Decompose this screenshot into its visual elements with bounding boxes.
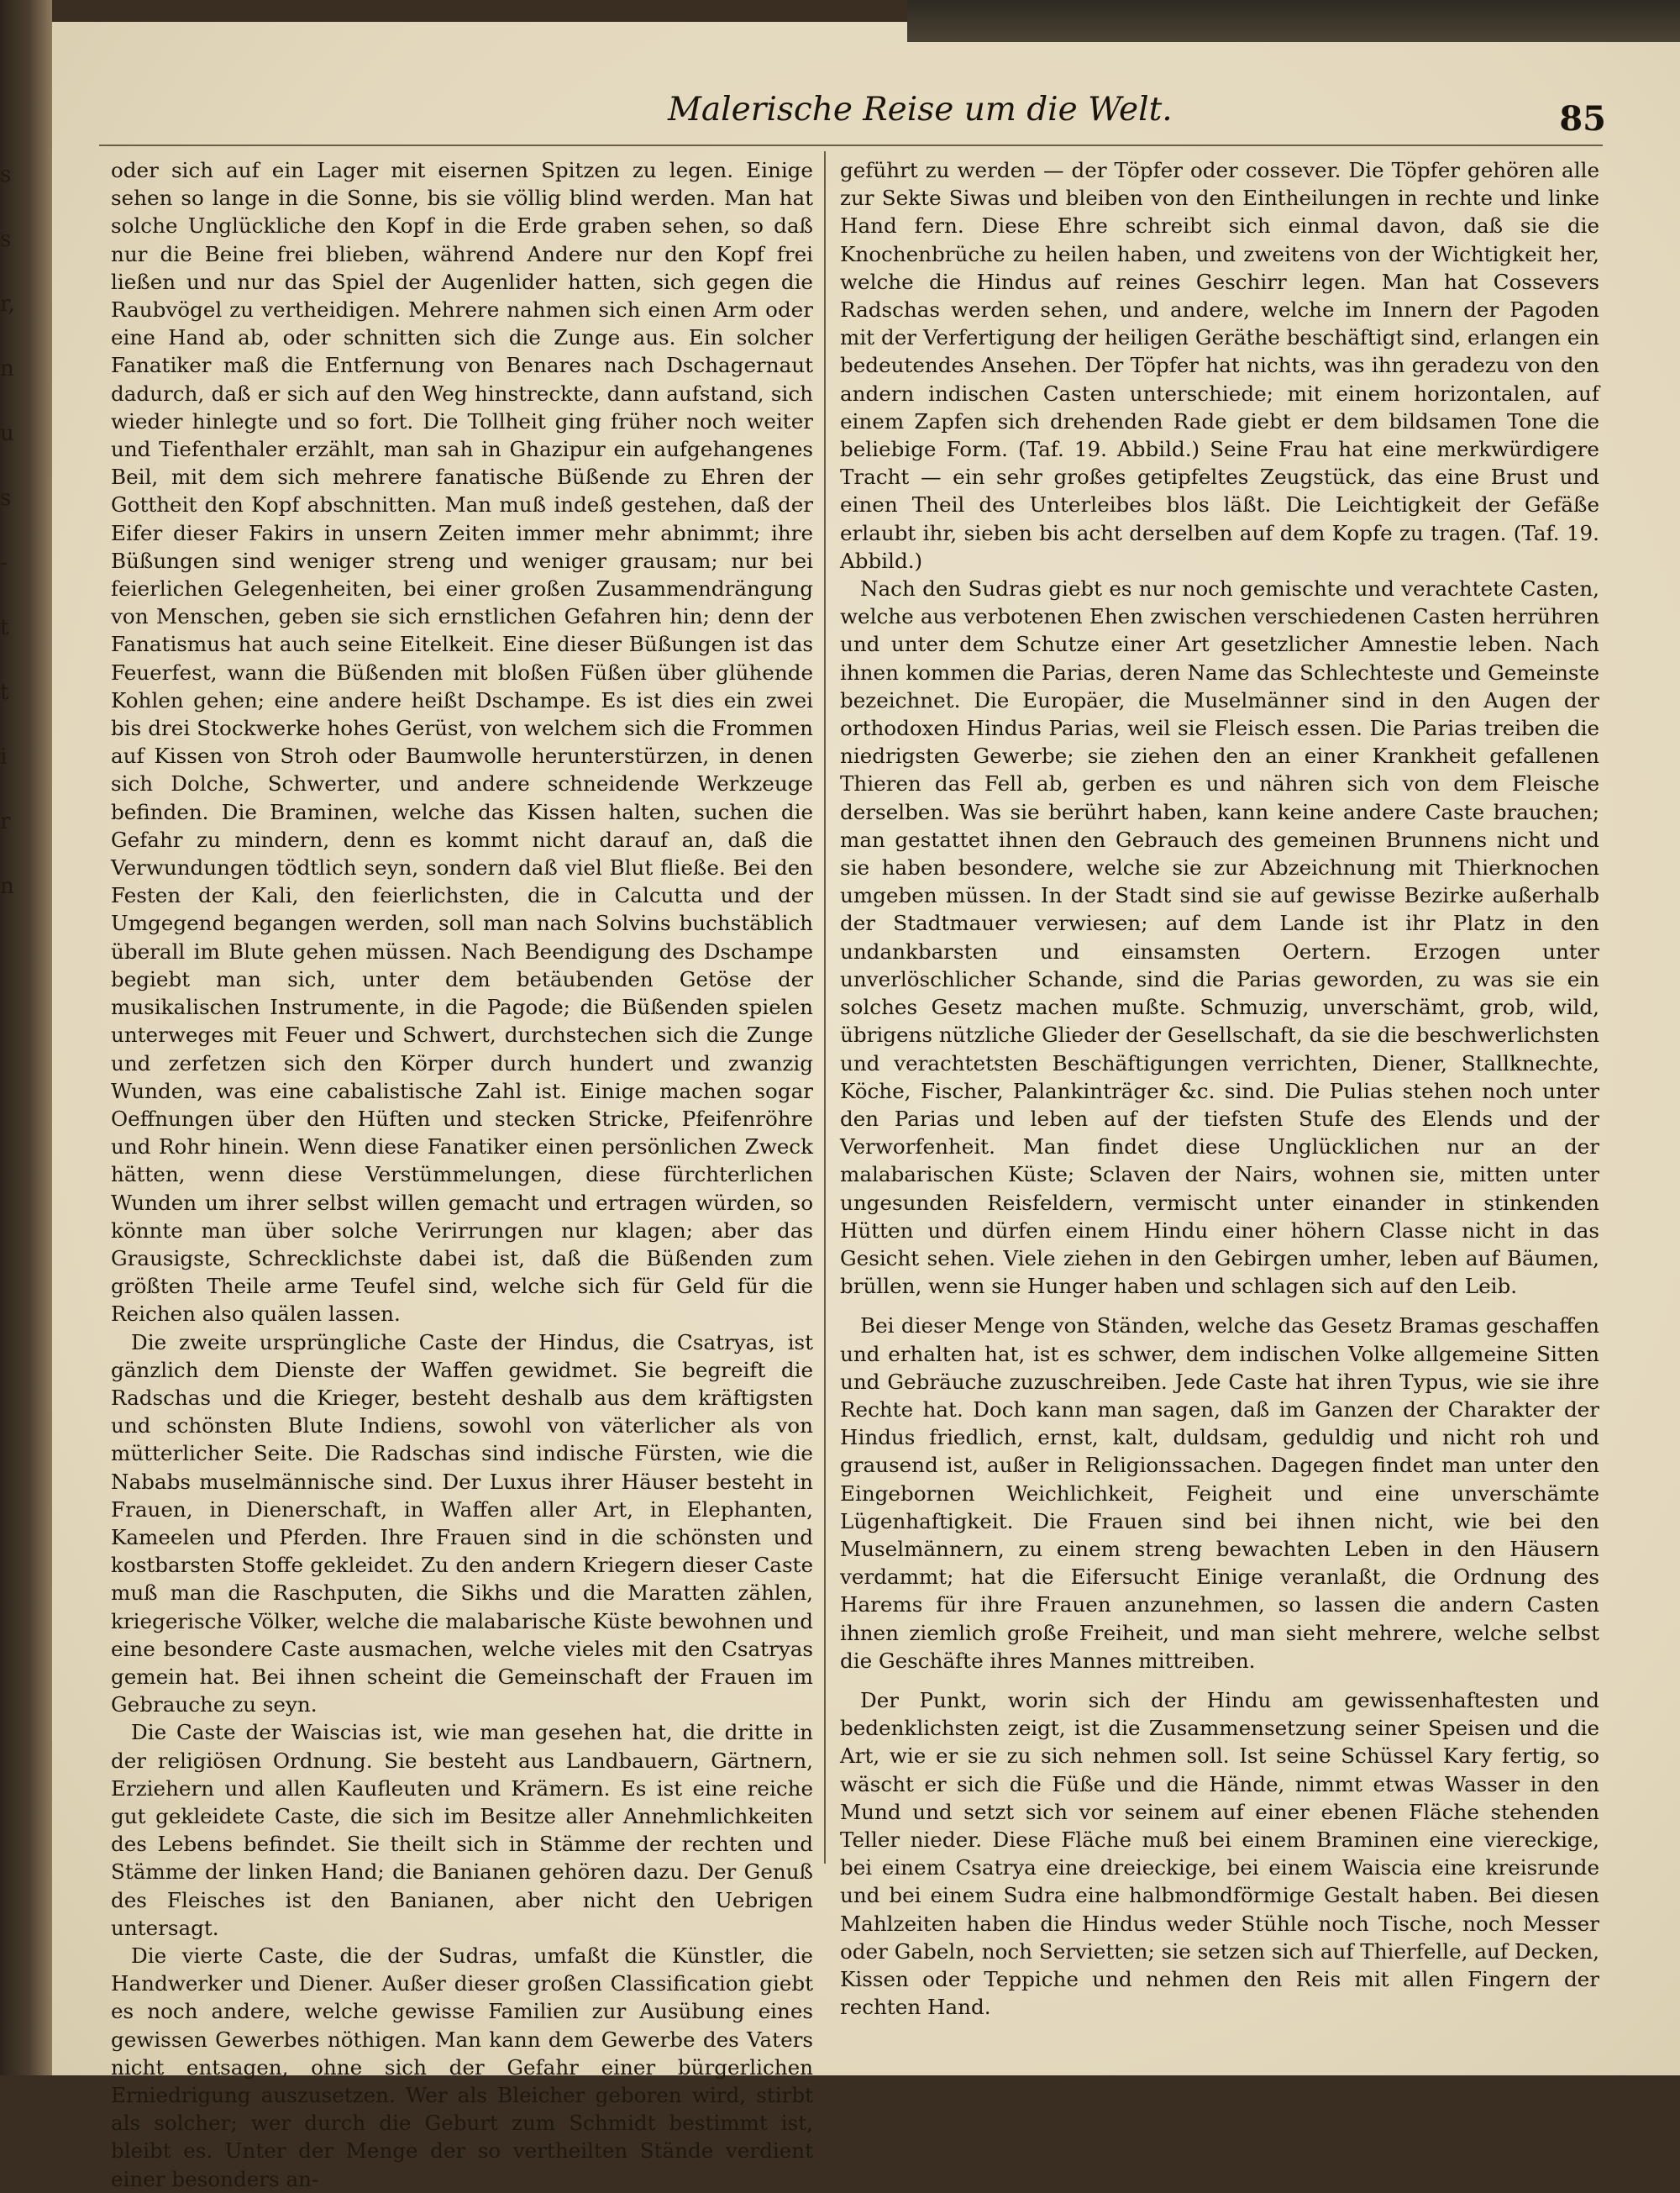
column-divider bbox=[824, 151, 826, 1864]
scan-background-top bbox=[907, 0, 1680, 42]
left-column bbox=[111, 156, 813, 2193]
header-rule bbox=[99, 145, 1603, 146]
paragraph: Die Caste der Waiscias ist, wie man gesehen hat, die dritte in der religiösen Ordnung. Sie besteht aus Landbauern, Gärtnern, Erziehern und allen Kaufleuten und Krämern. Es ist eine reiche gut gekleidete Caste, die sich im Besitze aller Annehmlichkeiten des Lebens befindet. Sie theilt sich in Stämme der rechten und Stämme der linken Hand; die Banianen gehören dazu. Der Genuß des Fleisches ist den Banianen, aber nicht den Uebrigen untersagt. bbox=[111, 1720, 813, 1940]
fragment-line: s bbox=[0, 162, 12, 187]
fragment-line: i bbox=[0, 744, 8, 770]
fragment-line: s bbox=[0, 227, 12, 252]
paragraph: Die zweite ursprüngliche Caste der Hindus, die Csatryas, ist gänzlich dem Dienste der Waffen gewidmet. Sie begreift die Radschas und die Krieger, besteht deshalb aus dem kräftigsten und schönsten Blute Indiens, sowohl von väterlicher als von mütterlicher Seite. Die Radschas sind indische Fürsten, wie die Nababs muselmännische sind. Der Luxus ihrer Häuser besteht in Frauen, in Dienerschaft, in Waffen aller Art, in Elephanten, Kameelen und Pferden. Ihre Frauen sind in die schönsten und kostbarsten Stoffe gekleidet. Zu den andern Kriegern dieser Caste muß man die Raschputen, die Sikhs und die Maratten zählen, kriegerische Völker, welche die malabarische Küste bewohnen und eine besondere Caste ausmachen, welche vieles mit den Csatryas gemein hat. Bei ihnen scheint die Gemeinschaft der Frauen im Gebrauche zu seyn. bbox=[111, 1329, 813, 1717]
fragment-line: n bbox=[0, 874, 14, 899]
fragment-line: - bbox=[0, 550, 8, 576]
scan-background-left bbox=[0, 0, 52, 2075]
paragraph: Bei dieser Menge von Ständen, welche das Gesetz Bramas geschaffen und erhalten hat, ist es schwer, dem indischen Volke allgemeine Sitten und Gebräuche zuzuschreiben. Jede Caste hat ihren Typus, wie sie ihre Rechte hat. Doch kann man sagen, daß im Ganzen der Charakter der Hindus friedlich, ernst, kalt, duldsam, geduldig und nicht roh und grausend ist, außer in Religionssachen. Dagegen findet man unter den Eingebornen Weichlichkeit, Feigheit und eine unverschämte Lügenhaftigkeit. Die Frauen sind bei ihnen nicht, wie bei den Muselmännern, zu einem streng bewachten Leben in den Häusern verdammt; hat die Eifersucht Einige veranlaßt, die Ordnung des Harems für ihre Frauen anzunehmen, so lassen die andern Casten ihnen ziemlich große Freiheit, und man sieht mehrere, welche selbst die Geschäfte ihres Mannes mittreiben. bbox=[840, 1313, 1599, 1673]
page-number: 85 bbox=[1559, 99, 1606, 139]
facing-page-fragment bbox=[0, 143, 25, 919]
paragraph: Der Punkt, worin sich der Hindu am gewissenhaftesten und bedenklichsten zeigt, ist die Zusammensetzung seiner Speisen und die Art, wie er sie zu sich nehmen soll. Ist seine Schüssel Kary fertig, so wäscht er sich die Füße und die Hände, nimmt etwas Wasser in den Mund und setzt sich vor seinem auf einer ebenen Fläche stehenden Teller nieder. Diese Fläche muß bei einem Braminen eine viereckige, bei einem Csatrya eine dreieckige, bei einem Waiscia eine kreisrunde und bei einem Sudra eine halbmondförmige Gestalt haben. Bei diesen Mahlzeiten haben die Hindus weder Stühle noch Tische, noch Messer oder Gabeln, noch Servietten; sie setzen sich auf Thierfelle, auf Decken, Kissen oder Teppiche und nehmen den Reis mit allen Fingern der rechten Hand. bbox=[840, 1687, 1599, 2020]
paragraph: Nach den Sudras giebt es nur noch gemischte und verachtete Casten, welche aus verbotenen Ehen zwischen verschiedenen Casten herrühren und unter dem Schutze einer Art gesetzlicher Amnestie leben. Nach ihnen kommen die Parias, deren Name das Schlechteste und Gemeinste bezeichnet. Die Europäer, die Muselmänner sind in den Augen der orthodoxen Hindus Parias, weil sie Fleisch essen. Die Parias treiben die niedrigsten Gewerbe; sie ziehen den an einer Krankheit gefallenen Thieren das Fell ab, gerben es und nähren sich von dem Fleische derselben. Was sie berührt haben, kann keine andere Caste brauchen; man gestattet ihnen den Gebrauch des gemeinen Brunnens nicht und sie haben besondere, welche sie zur Abzeichnung mit Thierknochen umgeben müssen. In der Stadt sind sie auf gewisse Bezirke außerhalb der Stadtmauer verwiesen; auf dem Lande ist ihr Platz in den undankbarsten und einsamsten Oertern. Erzogen unter unverlöschlicher Schande, sind die Parias geworden, zu was sie ein solches Gesetz machen mußte. Schmuzig, unverschämt, grob, wild, übrigens nützliche Glieder der Gesellschaft, da sie die beschwerlichsten und verachtetsten Beschäftigungen verrichten, Diener, Stallknechte, Köche, Fischer, Palankinträger &c. sind. Die Pulias stehen noch unter den Parias und leben auf der tiefsten Stufe des Elends und der Verworfenheit. Man findet diese Unglücklichen nur an der malabarischen Küste; Sclaven der Nairs, wohnen sie, mitten unter ungesunden Reisfeldern, vermischt unter einander in stinkenden Hütten und dürfen einem Hindu einer höhern Classe nicht in das Gesicht sehen. Viele ziehen in den Gebirgen umher, leben auf Bäumen, brüllen, wenn sie Hunger haben und schlagen sich auf den Leib. bbox=[840, 576, 1599, 1299]
paragraph: geführt zu werden — der Töpfer oder cossever. Die Töpfer gehören alle zur Sekte Siwas und bleiben von den Eintheilungen in rechte und linke Hand fern. Diese Ehre schreibt sich einmal davon, daß sie die Knochenbrüche zu heilen haben, und zweitens von der Wichtigkeit her, welche die Hindus auf reines Geschirr legen. Man hat Cossevers Radschas werden sehen, und andere, welche im Innern der Pagoden mit der Verfertigung der heiligen Geräthe beschäftigt sind, erlangen ein bedeutendes Ansehen. Der Töpfer hat nichts, was ihn geradezu von den andern indischen Casten unterschiede; mit einem horizontalen, auf einem Zapfen sich drehenden Rade giebt er dem bildsamen Tone die beliebige Form. (Taf. 19. Abbild.) Seine Frau hat eine merkwürdigere Tracht — ein sehr großes getipfeltes Zeugstück, das eine Brust und einen Theil des Unterleibes blos läßt. Die Leichtigkeit der Gefäße erlaubt ihr, sieben bis acht derselben auf dem Kopfe zu tragen. (Taf. 19. Abbild.) bbox=[840, 158, 1599, 573]
paragraph: oder sich auf ein Lager mit eisernen Spitzen zu legen. Einige sehen so lange in die Sonne, bis sie völlig blind werden. Man hat solche Unglückliche den Kopf in die Erde graben sehen, so daß nur die Beine frei blieben, während Andere nur den Kopf frei ließen und nur das Spiel der Augenlider hatten, sich gegen die Raubvögel zu vertheidigen. Mehrere nahmen sich einen Arm oder eine Hand ab, oder schnitten sich die Zunge aus. Ein solcher Fanatiker maß die Entfernung von Benares nach Dschagernaut dadurch, daß er sich auf den Weg hinstreckte, dann aufstand, sich wieder hinlegte und so fort. Die Tollheit ging früher noch weiter und Tiefenthaler erzählt, man sah in Ghazipur ein aufgehangenes Beil, mit dem sich mehrere fanatische Büßende zu Ehren der Gottheit den Kopf abschnitten. Man muß indeß gestehen, daß der Eifer dieser Fakirs in unsern Zeiten immer mehr abnimmt; ihre Büßungen sind weniger streng und weniger grausam; nur bei feierlichen Gelegenheiten, bei einer großen Zusammendrängung von Menschen, geben sie sich ernstlichen Gefahren hin; denn der Fanatismus hat auch seine Eitelkeit. Eine dieser Büßungen ist das Feuerfest, wann die Büßenden mit bloßen Füßen über glühende Kohlen gehen; eine andere heißt Dschampe. Es ist dies ein zwei bis drei Stockwerke hohes Gerüst, von welchem sich die Frommen auf Kissen von Stroh oder Baumwolle herunterstürzen, in denen sich Dolche, Schwerter, und andere schneidende Werkzeuge befinden. Die Braminen, welche das Kissen halten, suchen die Gefahr zu mindern, denn es kommt nicht darauf an, daß die Verwundungen tödtlich seyn, sondern daß viel Blut fließe. Bei den Festen der Kali, den feierlichsten, die in Calcutta und der Umgegend begangen werden, soll man nach Solvins buchstäblich überall im Blute gehen müssen. Nach Beendigung des Dschampe begiebt man sich, unter dem betäubenden Getöse der musikalischen Instrumente, in die Pagode; die Büßenden spielen unterweges mit Feuer und Schwert, durchstechen sich die Zunge und zerfetzen sich den Körper durch hundert und zwanzig Wunden, was eine cabalistische Zahl ist. Einige machen sogar Oeffnungen über den Hüften und stecken Stricke, Pfeifenröhre und Rohr hinein. Wenn diese Fanatiker einen persönlichen Zweck hätten, wenn diese Verstümmelungen, diese fürchterlichen Wunden um ihrer selbst willen gemacht und ertragen würden, so könnte man über solche Verirrungen nur klagen; aber das Grausigste, Schrecklichste dabei ist, daß die Büßenden zum größten Theile arme Teufel sind, welche sich für Geld für die Reichen also quälen lassen. bbox=[111, 158, 813, 1327]
fragment-line: s bbox=[0, 486, 12, 511]
fragment-line: u bbox=[0, 421, 14, 446]
fragment-line: r, bbox=[0, 292, 15, 317]
fragment-line: t bbox=[0, 680, 9, 705]
running-title: Malerische Reise um die Welt. bbox=[668, 91, 1173, 129]
fragment-line: r bbox=[0, 809, 11, 834]
fragment-line: t bbox=[0, 615, 9, 640]
paragraph: Die vierte Caste, die der Sudras, umfaßt die Künstler, die Handwerker und Diener. Außer dieser großen Classification giebt es noch andere, welche gewisse Familien zur Ausübung eines gewissen Gewerbes nöthigen. Man kann dem Gewerbe des Vaters nicht entsagen, ohne sich der Gefahr einer bürgerlichen Erniedrigung auszusetzen. Wer als Bleicher geboren wird, stirbt als solcher; wer durch die Geburt zum Schmidt bestimmt ist, bleibt es. Unter der Menge der so vertheilten Stände verdient einer besonders an- bbox=[111, 1943, 813, 2191]
right-column bbox=[840, 156, 1599, 2021]
fragment-line: n bbox=[0, 356, 14, 381]
